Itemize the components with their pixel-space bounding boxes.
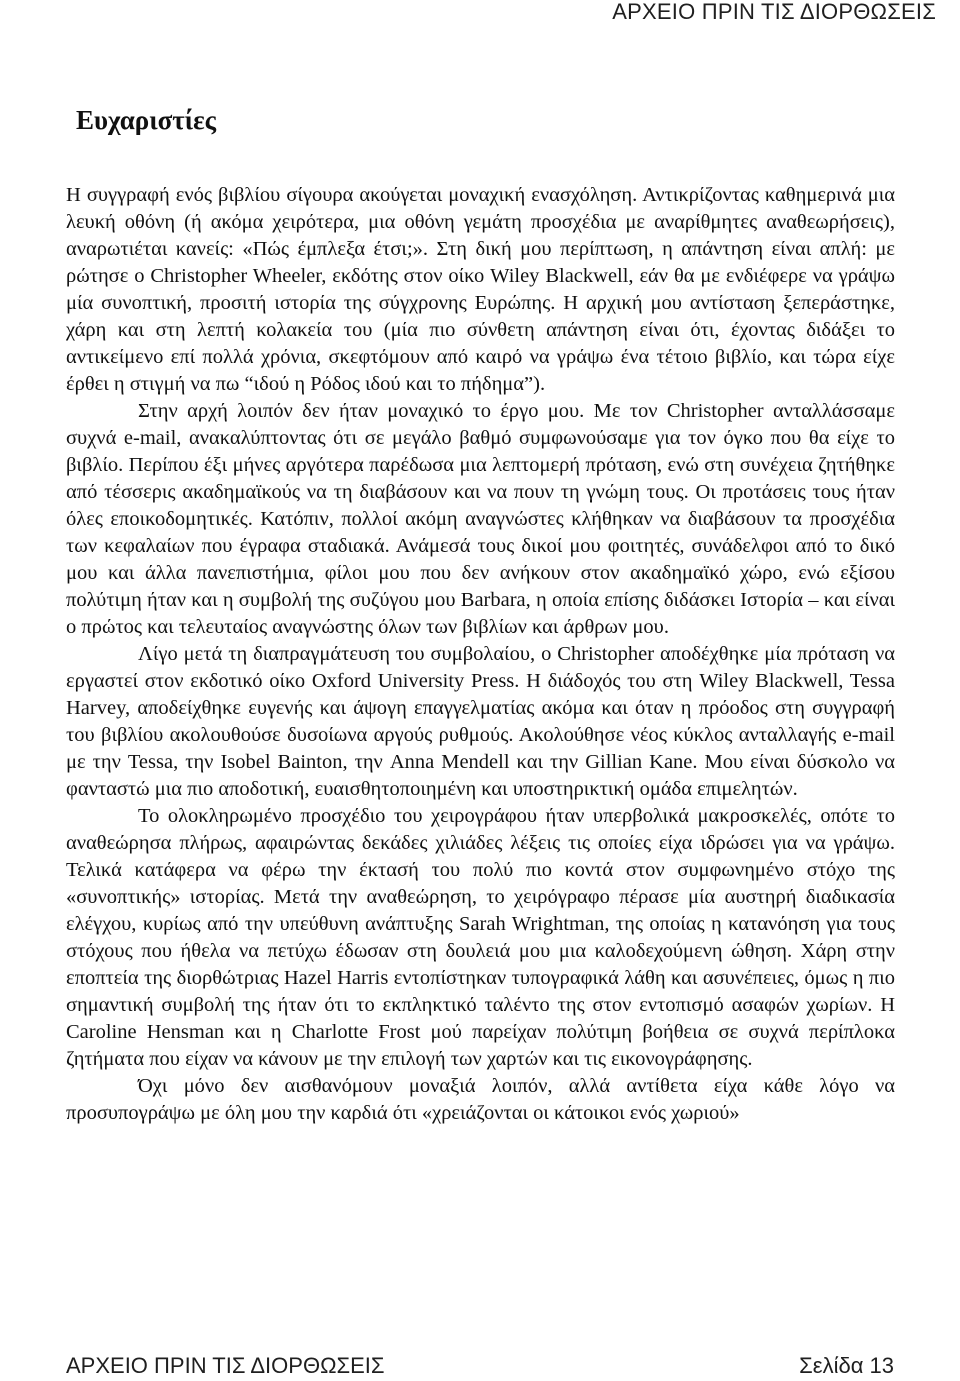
body-text [66,182,895,1127]
paragraph-1: Η συγγραφή ενός βιβλίου σίγουρα ακούγεται μοναχική ενασχόληση. Αντικρίζοντας καθημερινά μια λευκή οθόνη (ή ακόμα χειρότερα, μια οθόνη γεμάτη προσχέδια με αναρίθμητες αναθεωρήσεις), αναρωτιέται κανείς: «Πώς έμπλεξα έτσι;». Στη δική μου περίπτωση, η απάντηση είναι απλή: με ρώτησε ο Christopher Wheeler, εκδότης στον οίκο Wiley Blackwell, εάν θα με ενδιέφερε να γράψω μία συνοπτική, προσιτή ιστορία της σύγχρονης Ευρώπης. Η αρχική μου αντίσταση ξεπεράστηκε, χάρη και στη λεπτή κολακεία του (μία πιο σύνθετη απάντηση είναι ότι, έχοντας διδάξει το αντικείμενο επί πολλά χρόνια, σκεφτόμουν από καιρό να γράψω ένα τέτοιο βιβλίο, και τώρα είχε έρθει η στιγμή να πω “ιδού η Ρόδος ιδού και το πήδημα”). [66,184,895,395]
paragraph-5: Όχι μόνο δεν αισθανόμουν μοναξιά λοιπόν, αλλά αντίθετα είχα κάθε λόγο να προσυπογράψω με όλη μου την καρδιά ότι «χρειάζονται οι κάτοικοι ενός χωριού» [66,1075,895,1124]
paragraph-4: Το ολοκληρωμένο προσχέδιο του χειρογράφου ήταν υπερβολικά μακροσκελές, οπότε το αναθεώρησα πλήρως, αφαιρώντας δεκάδες χιλιάδες λέξεις τις οποίες είχα ιδρώσει για να γράψω. Τελικά κατάφερα να φέρω την έκτασή του πολύ πιο κοντά στον συμφωνημένο στόχο της «συνοπτικής» ιστορίας. Μετά την αναθεώρηση, το χειρόγραφο πέρασε μία αυστηρή διαδικασία ελέγχου, κυρίως από την υπεύθυνη ανάπτυξης Sarah Wrightman, της οποίας η κατανόηση για τους στόχους που ήθελα να πετύχω έδωσαν στη δουλειά μου μια καλοδεχούμενη ώθηση. Χάρη στην εποπτεία της διορθώτριας Hazel Harris εντοπίστηκαν τυπογραφικά λάθη και ασυνέπειες, όμως η πιο σημαντική συμβολή της ήταν ότι το εκπληκτικό ταλέντο της στον εντοπισμό ασαφών χωρίων. Η Caroline Hensman και η Charlotte Frost μού παρείχαν πολύτιμη βοήθεια σε συχνά περίπλοκα ζητήματα που είχαν να κάνουν με την επιλογή των χαρτών και τις εικονογράφησης. [66,805,895,1070]
page-number: Σελίδα 13 [799,1353,894,1378]
paragraph-3: Λίγο μετά τη διαπραγμάτευση του συμβολαίου, ο Christopher αποδέχθηκε μία πρόταση να εργαστεί στον εκδοτικό οίκο Oxford University Press. Η διάδοχός του στη Wiley Blackwell, Tessa Harvey, αποδείχθηκε ευγενής και άψογη επαγγελματίας ακόμα και όταν η πρόοδος στη συγγραφή του βιβλίου ακολουθούσε δυσοίωνα αργούς ρυθμούς. Ακολούθησε νέος κύκλος ανταλλαγής e-mail με την Tessa, την Isobel Bainton, την Anna Mendell και την Gillian Kane. Μου είναι δύσκολο να φανταστώ μια πιο αποδοτική, ευαισθητοποιημένη και υποστηρικτική ομάδα επιμελητών. [66,643,895,800]
page-title: Ευχαριστίες [76,105,217,135]
page-header: ΑΡΧΕΙΟ ΠΡΙΝ ΤΙΣ ΔΙΟΡΘΩΣΕΙΣ [612,0,936,24]
footer-archive-label: ΑΡΧΕΙΟ ΠΡΙΝ ΤΙΣ ΔΙΟΡΘΩΣΕΙΣ [66,1353,385,1378]
page-footer [66,1352,894,1380]
paragraph-2: Στην αρχή λοιπόν δεν ήταν μοναχικό το έργο μου. Με τον Christopher ανταλλάσσαμε συχνά e-mail, ανακαλύπτοντας ότι σε μεγάλο βαθμό συμφωνούσαμε για τον όγκο που θα είχε το βιβλίο. Περίπου έξι μήνες αργότερα παρέδωσα μια λεπτομερή πρόταση, ενώ στη συνέχεια ζητήθηκε από τέσσερις ακαδημαϊκούς να τη διαβάσουν και να πουν τη γνώμη τους. Οι προτάσεις τους ήταν όλες εποικοδομητικές. Κατόπιν, πολλοί ακόμη αναγνώστες κλήθηκαν να διαβάσουν τα προσχέδια των κεφαλαίων που έγραφα σταδιακά. Ανάμεσά τους δικοί μου φοιτητές, συνάδελφοι από το δικό μου και άλλα πανεπιστήμια, φίλοι μου που δεν ανήκουν στον ακαδημαϊκό χώρο, ενώ εξίσου πολύτιμη ήταν και η συμβολή της συζύγου μου Barbara, η οποία επίσης διδάσκει Ιστορία – και είναι ο πρώτος και τελευταίος αναγνώστης όλων των βιβλίων και άρθρων μου. [66,400,895,638]
